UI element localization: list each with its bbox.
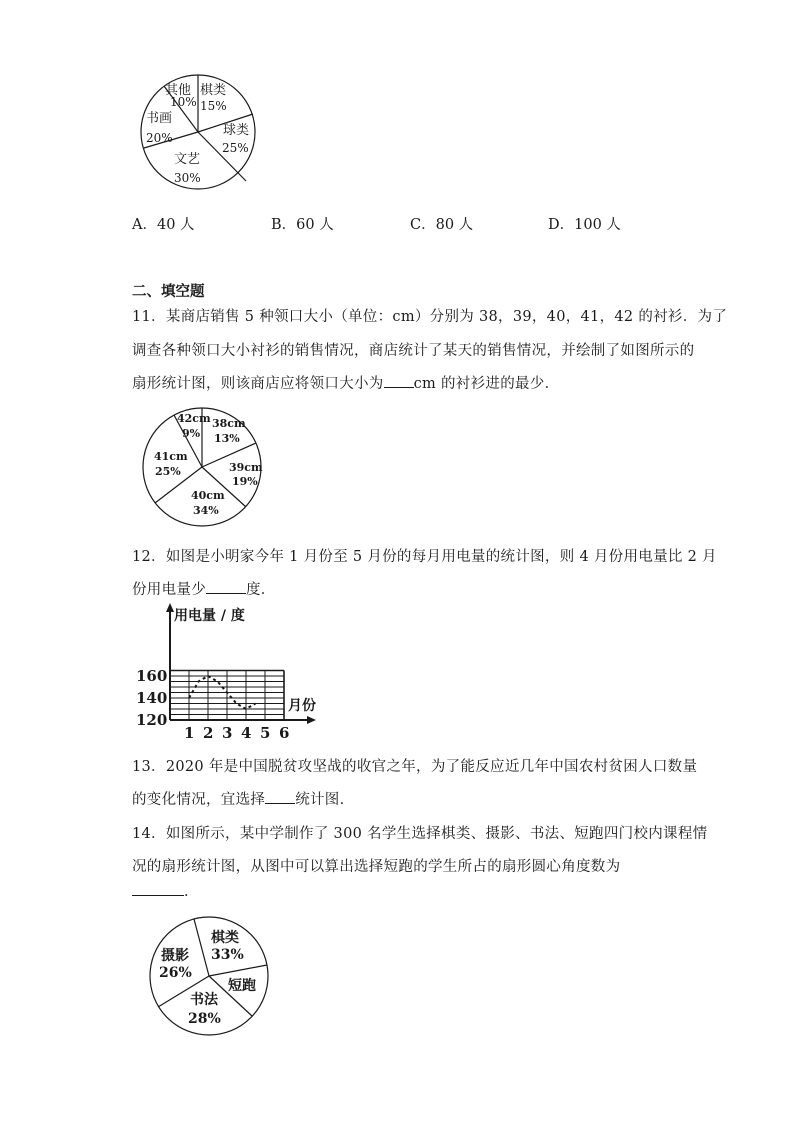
q12-text-a: 份用电量少 <box>132 582 206 598</box>
q11-line3 <box>132 372 559 393</box>
x-tick-label: 3 <box>222 724 233 742</box>
slice-label: 书画 <box>146 111 173 126</box>
x-tick-label: 4 <box>241 724 252 742</box>
option-b[interactable] <box>271 213 334 234</box>
q13-text-b: 统计图． <box>295 792 355 808</box>
slice-value: 10% <box>170 95 197 109</box>
slice-label: 39cm <box>229 461 263 474</box>
pie-chart-q11 <box>140 405 265 530</box>
q14-line2: 况的扇形统计图，从图中可以算出选择短跑的学生所占的扇形圆心角度数为 <box>132 859 621 875</box>
pie-chart-q14 <box>148 915 273 1040</box>
slice-value: 28% <box>188 1011 221 1027</box>
slice-label: 书法 <box>190 992 218 1008</box>
option-letter: C． <box>410 217 436 233</box>
option-text: 80 人 <box>435 217 474 233</box>
q12-text-b: 度． <box>246 582 276 598</box>
q13-line1: 13．2020 年是中国脱贫攻坚战的收官之年，为了能反应近几年中国农村贫困人口数量 <box>132 759 698 775</box>
option-a[interactable] <box>132 213 195 234</box>
option-d[interactable] <box>548 213 621 234</box>
line-chart-q12 <box>132 600 332 745</box>
x-tick-label: 2 <box>203 724 214 742</box>
slice-value: 20% <box>146 131 173 145</box>
slice-value: 19% <box>232 475 258 488</box>
q11-text-a: 扇形统计图，则该商店应将领口大小为 <box>132 376 384 392</box>
slice-label: 棋类 <box>211 930 239 946</box>
x-tick-label: 6 <box>279 724 290 742</box>
y-tick-label: 120 <box>136 711 168 729</box>
slice-label: 文艺 <box>174 152 201 167</box>
slice-label: 球类 <box>223 123 250 138</box>
q11-line2: 调查各种领口大小衬衫的销售情况，商店统计了某天的销售情况，并绘制了如图所示的 <box>132 343 695 359</box>
q14-line3 <box>132 880 199 901</box>
slice-value: 15% <box>200 99 227 113</box>
slice-value: 13% <box>214 432 240 445</box>
slice-value: 30% <box>174 171 201 185</box>
slice-label: 38cm <box>212 417 246 430</box>
slice-label: 41cm <box>154 450 188 463</box>
pie-chart-q10 <box>140 70 260 195</box>
option-letter: D． <box>548 217 575 233</box>
slice-label: 棋类 <box>200 83 227 98</box>
q14-line1: 14．如图所示，某中学制作了 300 名学生选择棋类、摄影、书法、短跑四门校内课程情 <box>132 826 708 842</box>
q13-line2 <box>132 788 354 809</box>
q12-line2 <box>132 578 276 599</box>
y-tick-label: 140 <box>136 689 168 707</box>
slice-value: 26% <box>159 965 192 981</box>
q11-text-b: cm 的衬衫进的最少． <box>413 376 560 392</box>
slice-value: 9% <box>182 427 201 440</box>
slice-label: 短跑 <box>228 978 256 994</box>
y-axis-arrow <box>166 603 174 612</box>
slice-value: 25% <box>222 141 249 155</box>
slice-value: 25% <box>155 465 181 478</box>
option-text: 40 人 <box>156 217 195 233</box>
x-tick-label: 1 <box>184 724 195 742</box>
slice-label: 其他 <box>165 83 192 98</box>
option-letter: B． <box>271 217 297 233</box>
y-tick-label: 160 <box>136 667 168 685</box>
option-letter: A． <box>132 217 157 233</box>
y-axis-label: 用电量 / 度 <box>174 608 245 624</box>
x-axis-arrow <box>307 716 316 724</box>
x-tick-label: 5 <box>260 724 271 742</box>
q11-line1: 11．某商店销售 5 种领口大小（单位：cm）分别为 38，39，40，41，42 的衬衫．为了 <box>132 309 728 325</box>
answer-blank-q14[interactable] <box>132 881 184 896</box>
section-title: 二、填空题 <box>132 284 205 300</box>
q14-text-end: ． <box>184 884 199 900</box>
x-axis-label: 月份 <box>288 698 316 714</box>
answer-blank-q12[interactable] <box>206 579 246 594</box>
option-c[interactable] <box>410 213 473 234</box>
slice-value: 34% <box>193 504 219 517</box>
q13-text-a: 的变化情况，宜选择 <box>132 792 266 808</box>
option-text: 60 人 <box>296 217 334 233</box>
answer-blank-q11[interactable] <box>384 373 414 388</box>
q12-line1: 12．如图是小明家今年 1 月份至 5 月份的每月用电量的统计图，则 4 月份用电量比 2 月 <box>132 549 717 565</box>
slice-label: 42cm <box>177 412 211 425</box>
slice-label: 摄影 <box>161 948 189 964</box>
chart-grid <box>170 671 284 721</box>
slice-label: 40cm <box>191 489 225 502</box>
answer-blank-q13[interactable] <box>265 789 295 804</box>
option-text: 100 人 <box>574 217 621 233</box>
slice-value: 33% <box>211 947 244 963</box>
